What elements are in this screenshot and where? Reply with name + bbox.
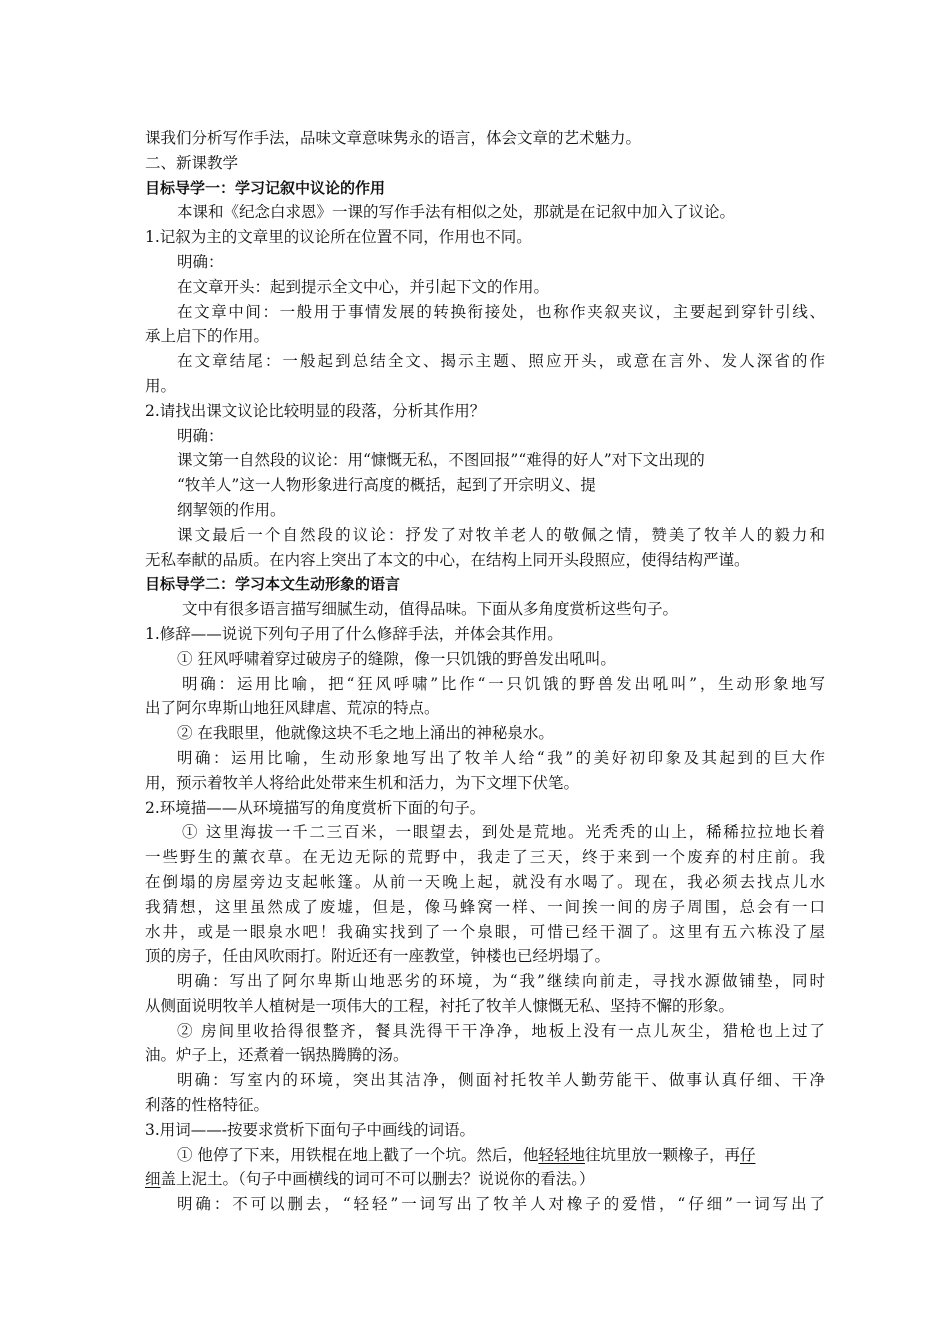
paragraph: 无私奉献的品质。在内容上突出了本文的中心，在结构上同开头段照应，使得结构严谨。: [145, 550, 750, 569]
paragraph: 明确：不可以删去，“轻轻”一词写出了牧羊人对橡子的爱惜，“仔细”一词写出了: [177, 1195, 825, 1214]
goal-heading-1: 目标导学一：学习记叙中议论的作用: [145, 178, 386, 197]
underlined-word: 仔: [739, 1145, 756, 1164]
paragraph: 课文最后一个自然段的议论：抒发了对牧羊老人的敬佩之情，赞美了牧羊人的毅力和: [177, 525, 825, 544]
paragraph: 在文章结尾：一般起到总结全文、揭示主题、照应开头，或意在言外、发人深省的作: [177, 352, 825, 371]
example-sentence: ① 狂风呼啸着穿过破房子的缝隙，像一只饥饿的野兽发出吼叫。: [177, 649, 616, 668]
paragraph: 出了阿尔卑斯山地狂风肆虐、荒凉的特点。: [145, 699, 440, 718]
example-sentence: 一些野生的薰衣草。在无边无际的荒野中，我走了三天，终于来到一个废弃的村庄前。我: [145, 848, 825, 867]
goal-heading-2: 目标导学二：学习本文生动形象的语言: [145, 575, 401, 594]
paragraph: 明确：运用比喻，生动形象地写出了牧羊人给“我”的美好初印象及其起到的巨大作: [177, 748, 825, 767]
paragraph: 承上启下的作用。: [145, 327, 270, 346]
paragraph: 在文章开头：起到提示全文中心，并引起下文的作用。: [177, 277, 550, 296]
sentence-part: ① 他停了下来，用铁棍在地上戳了一个坑。然后，他: [177, 1145, 539, 1164]
example-sentence: 在倒塌的房屋旁边支起帐篷。从前一天晚上起，就没有水喝了。现在，我必须去找点儿水: [145, 872, 825, 891]
paragraph: 用。: [145, 376, 177, 395]
paragraph: 明确：写出了阿尔卑斯山地恶劣的环境，为“我”继续向前走，寻找水源做铺垫，同时: [177, 972, 825, 991]
question-wording: 3.用词——-按要求赏析下面句子中画线的词语。: [145, 1120, 476, 1139]
paragraph: 用，预示着牧羊人将给此处带来生机和活力，为下文埋下伏笔。: [145, 773, 580, 792]
paragraph: 纲挈领的作用。: [177, 500, 286, 519]
document-body: [145, 126, 825, 1217]
example-sentence: 水井，或是一眼泉水吧！我确实找到了一个泉眼，可惜已经干涸了。这里有五六栋没了屋: [145, 922, 825, 941]
example-sentence: [145, 1167, 825, 1192]
sentence-part: 盖上泥土。（句子中画横线的词可不可以删去？说说你的看法。）: [160, 1170, 595, 1189]
example-sentence: 油。炉子上，还煮着一锅热腾腾的汤。: [145, 1046, 409, 1065]
example-sentence: [145, 1143, 825, 1168]
paragraph: 明确：写室内的环境，突出其洁净，侧面衬托牧羊人勤劳能干、做事认真仔细、干净: [177, 1071, 825, 1090]
paragraph: “牧羊人”这一人物形象进行高度的概括，起到了开宗明义、提: [177, 476, 596, 495]
answer-label: 明确：: [177, 252, 224, 271]
paragraph: 课文第一自然段的议论：用“慷慨无私，不图回报”“难得的好人”对下文出现的: [177, 451, 705, 470]
example-sentence: ① 这里海拔一千二三百米，一眼望去，到处是荒地。光秃秃的山上，稀稀拉拉地长着: [182, 823, 825, 842]
example-sentence: ② 房间里收拾得很整齐，餐具洗得干干净净，地板上没有一点儿灰尘，猎枪也上过了: [177, 1021, 825, 1040]
paragraph: 本课和《纪念白求恩》一课的写作手法有相似之处，那就是在记叙中加入了议论。: [177, 203, 736, 222]
example-sentence: ② 在我眼里，他就像这块不毛之地上涌出的神秘泉水。: [177, 724, 554, 743]
paragraph: 在文章中间：一般用于事情发展的转换衔接处，也称作夹叙夹议，主要起到穿针引线、: [177, 302, 825, 321]
underlined-word: 轻轻地: [538, 1145, 585, 1164]
example-sentence: 我猜想，这里虽然成了废墟，但是，像马蜂窝一样、一间挨一间的房子周围，总会有一口: [145, 897, 825, 916]
question-1: 1.记叙为主的文章里的议论所在位置不同，作用也不同。: [145, 228, 532, 247]
paragraph: 明确：运用比喻，把“狂风呼啸”比作“一只饥饿的野兽发出吼叫”，生动形象地写: [182, 674, 825, 693]
question-rhetoric: 1.修辞——说说下列句子用了什么修辞手法，并体会其作用。: [145, 624, 563, 643]
section-heading: 二、新课教学: [145, 153, 239, 172]
question-environment: 2.环境描——从环境描写的角度赏析下面的句子。: [145, 798, 486, 817]
question-2: 2.请找出课文议论比较明显的段落，分析其作用？: [145, 401, 486, 420]
paragraph: 利落的性格特征。: [145, 1096, 270, 1115]
paragraph: 从侧面说明牧羊人植树是一项伟大的工程，衬托了牧羊人慷慨无私、坚持不懈的形象。: [145, 996, 735, 1015]
intro-continuation: 课我们分析写作手法，品味文章意味隽永的语言，体会文章的艺术魅力。: [145, 129, 642, 147]
sentence-part: 往坑里放一颗橡子，再: [584, 1145, 740, 1164]
paragraph: 文中有很多语言描写细腻生动，值得品味。下面从多角度赏析这些句子。: [182, 600, 679, 619]
example-sentence: 顶的房子，任由风吹雨打。附近还有一座教堂，钟楼也已经坍塌了。: [145, 947, 611, 966]
answer-label: 明确：: [177, 426, 224, 445]
underlined-word: 细: [145, 1170, 161, 1189]
